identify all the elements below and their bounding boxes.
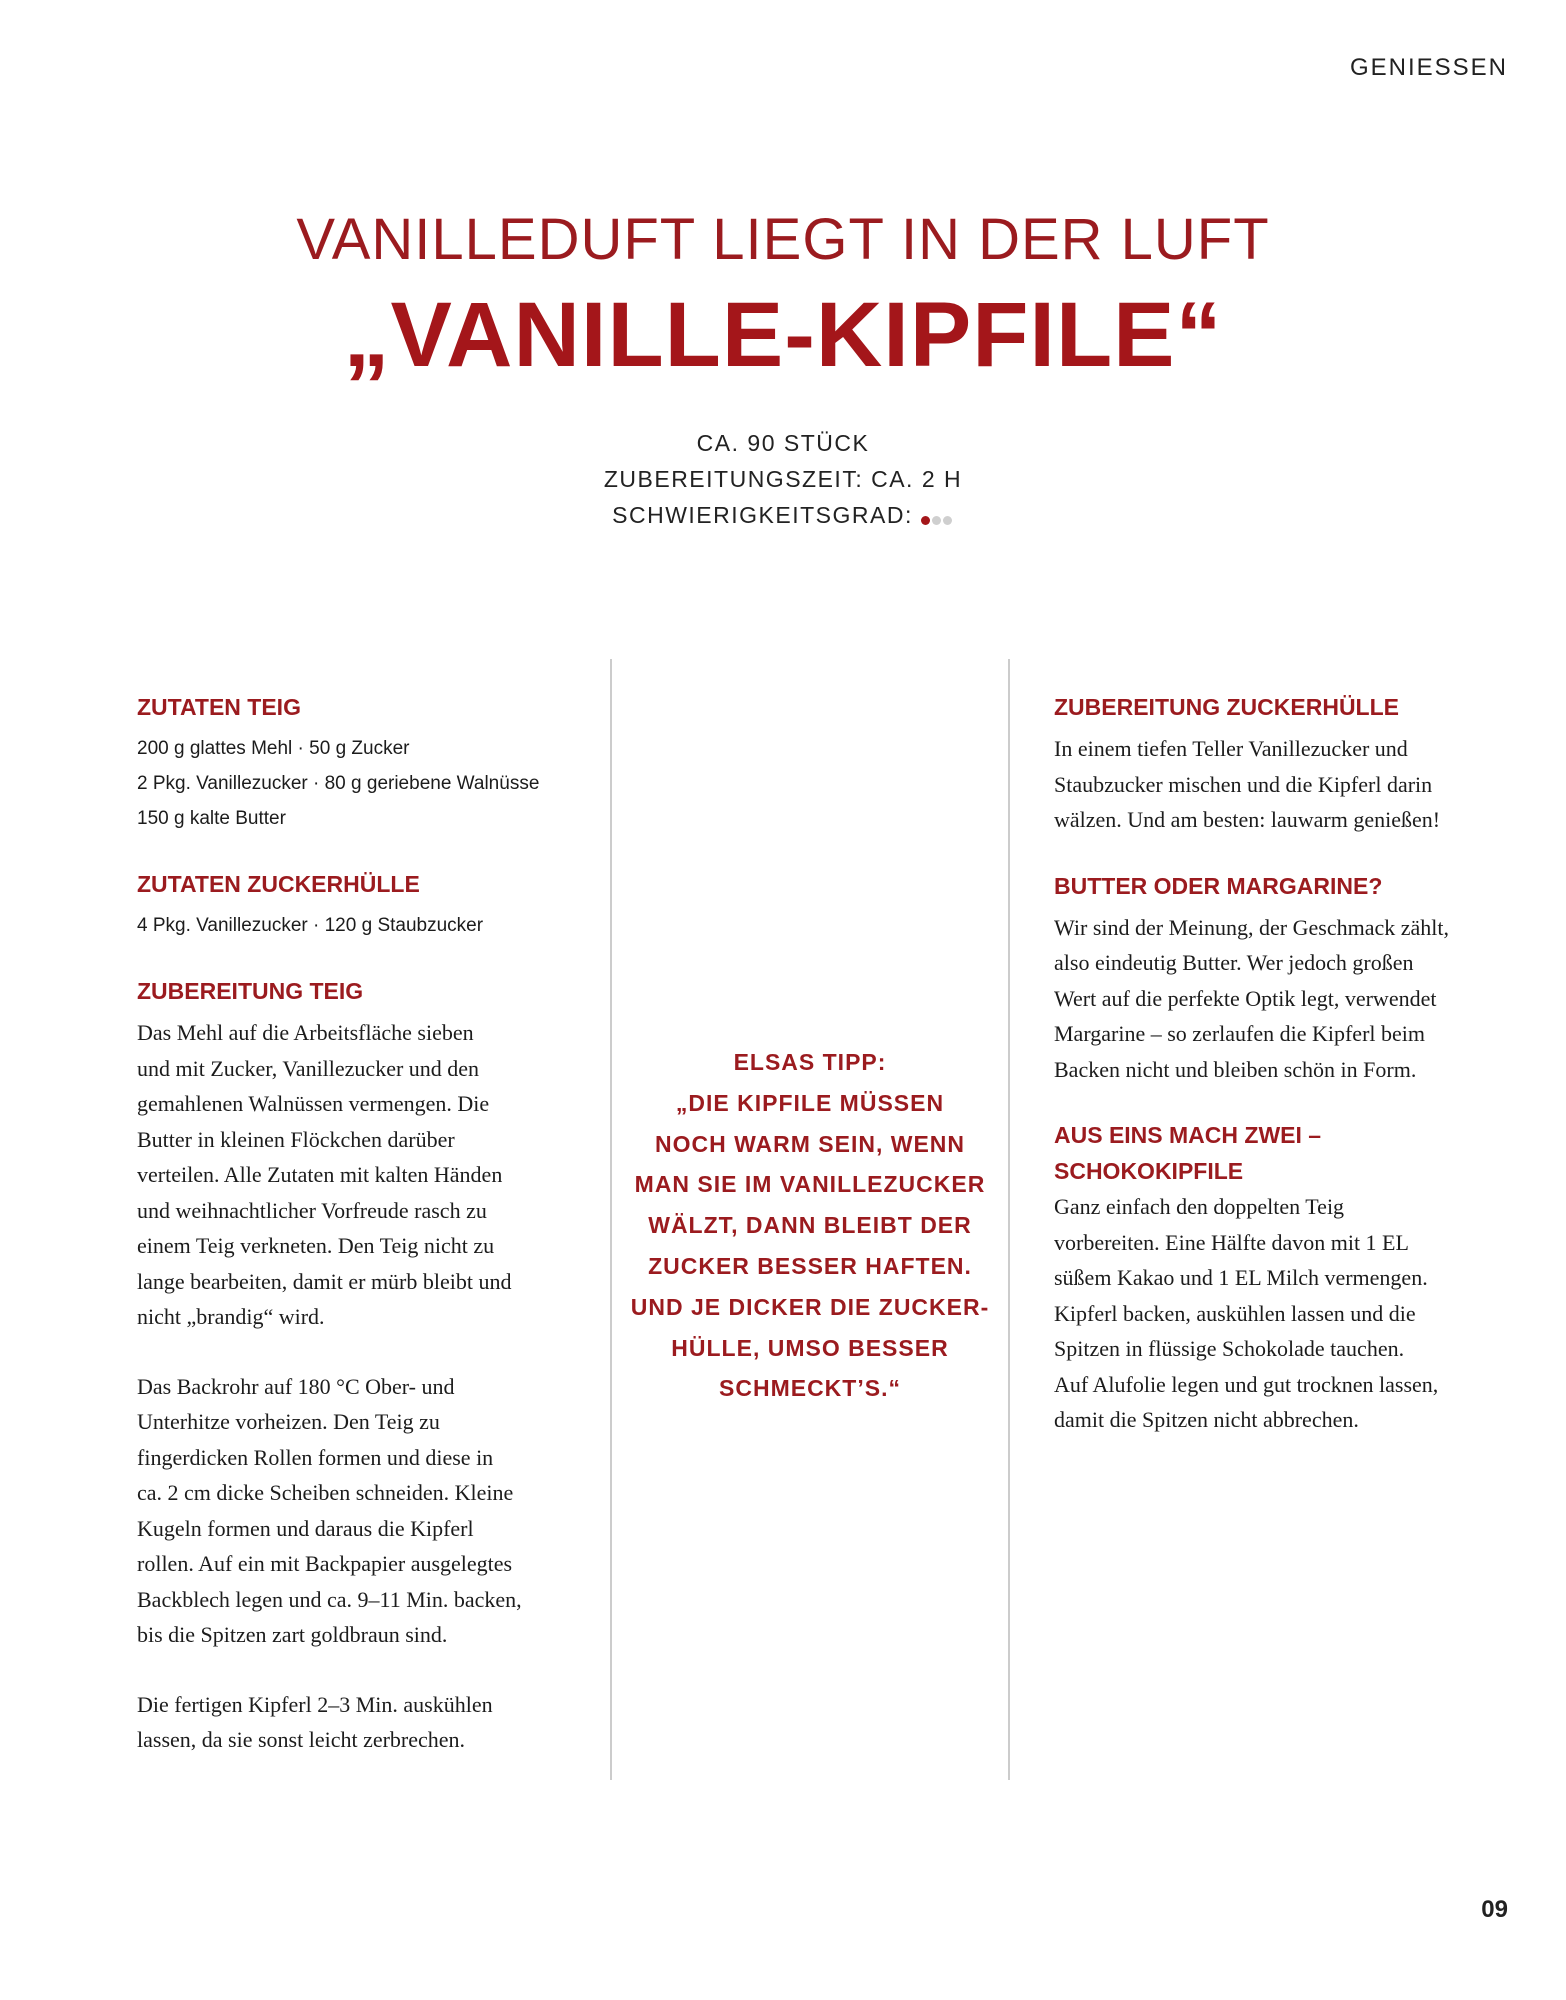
zuckerhuelle-text <box>1054 731 1504 838</box>
text-line: Wert auf die perfekte Optik legt, verwendet <box>1054 985 1437 1011</box>
text-line: lassen, da sie sonst leicht zerbrechen. <box>137 1727 466 1752</box>
tip-line: UND JE DICKER DIE ZUCKER- <box>630 1293 990 1320</box>
text-line: bis die Spitzen zart goldbraun sind. <box>137 1622 448 1647</box>
recipe-meta <box>0 425 1566 535</box>
text-line: ca. 2 cm dicke Scheiben schneiden. Kleine <box>137 1480 514 1505</box>
ingredient-line: 2 Pkg. Vanillezucker · 80 g geriebene Walnüsse <box>137 773 540 794</box>
text-line: Margarine – so zerlaufen die Kipferl beim <box>1054 1021 1426 1046</box>
text-line: Spitzen in flüssige Schokolade tauchen. <box>1054 1336 1405 1361</box>
heading-zutaten-zuckerhuelle: ZUTATEN ZUCKERHÜLLE <box>137 871 420 897</box>
text-line: wälzen. Und am besten: lauwarm genießen! <box>1054 807 1441 832</box>
heading-line: AUS EINS MACH ZWEI – <box>1054 1122 1322 1148</box>
heading-zubereitung-teig: ZUBEREITUNG TEIG <box>137 978 364 1004</box>
text-line: damit die Spitzen nicht abbrechen. <box>1054 1407 1359 1432</box>
text-line: Backen nicht und bleiben schön in Form. <box>1054 1056 1417 1082</box>
difficulty <box>0 497 1566 535</box>
text-line: vorbereiten. Eine Hälfte davon mit 1 EL <box>1054 1229 1409 1255</box>
text-line: nicht „brandig“ wird. <box>137 1304 325 1329</box>
text-line: und mit Zucker, Vanillezucker und den <box>137 1055 480 1081</box>
heading-butter-margarine: BUTTER ODER MARGARINE? <box>1054 872 1383 899</box>
text-line: rollen. Auf ein mit Backpapier ausgelegtes <box>137 1551 513 1576</box>
text-line: und weihnachtlicher Vorfreude rasch zu <box>137 1197 487 1223</box>
difficulty-dot-filled <box>921 516 930 525</box>
text-line: verteilen. Alle Zutaten mit kalten Händen <box>137 1162 503 1187</box>
ingredients-zuckerhuelle <box>137 908 577 943</box>
right-column <box>1054 689 1504 1438</box>
schoko-text <box>1054 1189 1504 1438</box>
text-line: gemahlenen Walnüssen vermengen. Die <box>137 1091 490 1116</box>
text-line: Kipferl backen, auskühlen lassen und die <box>1054 1300 1416 1326</box>
text-line: lange bearbeiten, damit er mürb bleibt und <box>137 1268 512 1294</box>
section-label: GENIESSEN <box>1349 54 1508 81</box>
heading-zubereitung-zuckerhuelle: ZUBEREITUNG ZUCKERHÜLLE <box>1054 694 1399 720</box>
text-line: Das Backrohr auf 180 °C Ober- und <box>137 1373 455 1399</box>
text-line: Das Mehl auf die Arbeitsfläche sieben <box>137 1020 474 1045</box>
text-line: einem Teig verkneten. Den Teig nicht zu <box>137 1233 495 1258</box>
difficulty-dot-empty <box>943 516 952 525</box>
text-line: fingerdicken Rollen formen und diese in <box>137 1444 494 1470</box>
prep-time: ZUBEREITUNGSZEIT: CA. 2 H <box>603 466 963 492</box>
ingredient-line: 200 g glattes Mehl · 50 g Zucker <box>137 738 410 759</box>
column-divider-left <box>610 659 612 1780</box>
text-line: Kugeln formen und daraus die Kipferl <box>137 1515 474 1541</box>
text-line: Unterhitze vorheizen. Den Teig zu <box>137 1409 440 1434</box>
heading-schokokipfile <box>1054 1117 1504 1189</box>
text-line: also eindeutig Butter. Wer jedoch großen <box>1054 950 1414 975</box>
text-line: Ganz einfach den doppelten Teig <box>1054 1194 1345 1219</box>
tip-line: NOCH WARM SEIN, WENN <box>654 1130 966 1157</box>
text-line: Staubzucker mischen und die Kipferl darin <box>1054 771 1433 797</box>
recipe-kicker: VANILLEDUFT LIEGT IN DER LUFT <box>296 207 1270 272</box>
column-divider-right <box>1008 659 1010 1780</box>
ingredient-line: 4 Pkg. Vanillezucker · 120 g Staubzucker <box>137 915 484 936</box>
heading-line: SCHOKOKIPFILE <box>1054 1158 1244 1184</box>
prep-paragraph-2 <box>137 1369 577 1653</box>
text-line: süßem Kakao und 1 EL Milch vermengen. <box>1054 1265 1428 1290</box>
difficulty-dots <box>921 499 954 535</box>
prep-paragraph-3 <box>137 1687 577 1758</box>
tip-title: ELSAS TIPP: <box>733 1049 887 1075</box>
yield: CA. 90 STÜCK <box>696 430 870 456</box>
text-line: In einem tiefen Teller Vanillezucker und <box>1054 736 1408 761</box>
difficulty-label: SCHWIERIGKEITSGRAD: <box>612 502 913 528</box>
tip-line: ZUCKER BESSER HAFTEN. <box>648 1252 972 1279</box>
tip-quote <box>630 1042 990 1409</box>
text-line: Wir sind der Meinung, der Geschmack zählt, <box>1054 914 1449 940</box>
text-line: Backblech legen und ca. 9–11 Min. backen, <box>137 1586 522 1612</box>
heading-zutaten-teig: ZUTATEN TEIG <box>137 694 301 720</box>
tip-line: SCHMECKT’S.“ <box>719 1375 901 1402</box>
prep-paragraph-1 <box>137 1015 577 1335</box>
tip-line: MAN SIE IM VANILLEZUCKER <box>634 1171 986 1198</box>
page-number: 09 <box>1481 1896 1508 1923</box>
butter-text <box>1054 910 1504 1088</box>
tip-line: „DIE KIPFILE MÜSSEN <box>675 1089 945 1116</box>
difficulty-dot-empty <box>932 516 941 525</box>
recipe-title: „VANILLE-KIPFILE“ <box>343 284 1223 386</box>
text-line: Auf Alufolie legen und gut trocknen lassen, <box>1054 1371 1439 1397</box>
tip-line: WÄLZT, DANN BLEIBT DER <box>648 1212 972 1239</box>
ingredients-teig <box>137 731 577 836</box>
left-column <box>137 689 577 1758</box>
ingredient-line: 150 g kalte Butter <box>137 808 286 829</box>
text-line: Die fertigen Kipferl 2–3 Min. auskühlen <box>137 1691 493 1717</box>
text-line: Butter in kleinen Flöckchen darüber <box>137 1126 455 1152</box>
tip-line: HÜLLE, UMSO BESSER <box>671 1334 949 1361</box>
